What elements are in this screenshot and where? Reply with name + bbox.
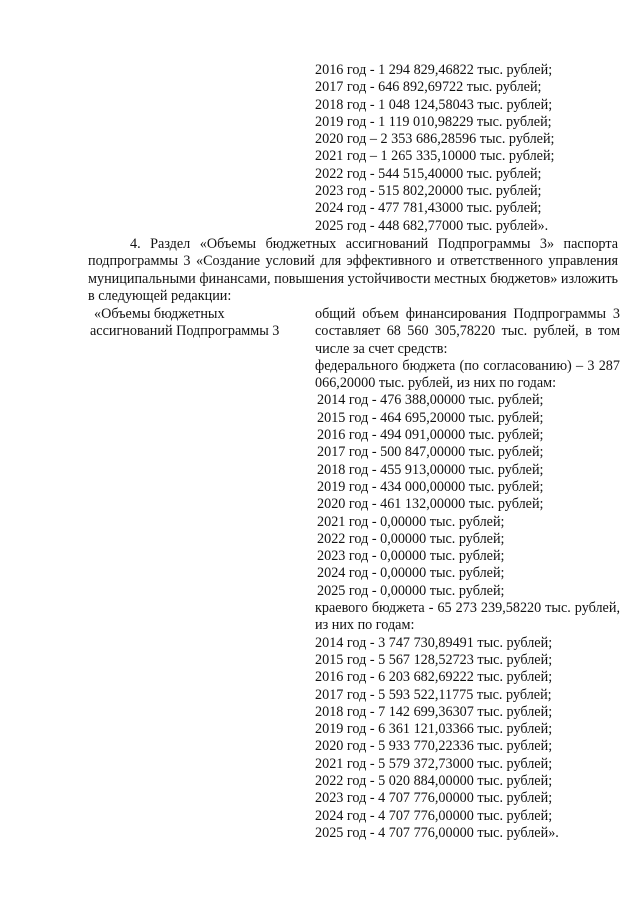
regional-year-line: 2017 год - 5 593 522,11775 тыс. рублей; [315, 686, 552, 703]
year-line: 2017 год - 646 892,69722 тыс. рублей; [315, 79, 542, 96]
federal-year-line: 2022 год - 0,00000 тыс. рублей; [317, 530, 505, 547]
federal-years-list [315, 392, 620, 600]
amendment-paragraph-text: 4. Раздел «Объемы бюджетных ассигнований Подпрограммы 3» паспорта подпрограммы 3 «Создание условий для эффективного и ответственного управления муниципальными финансами, повышения устойчивости местных бюджетов» изложить в следующей редакции: [88, 236, 618, 304]
total-funding-text: общий объем финансирования Подпрограммы 3 составляет 68 560 305,78220 тыс. рублей, в том числе за счет средств: [315, 306, 620, 357]
federal-year-line: 2019 год - 434 000,00000 тыс. рублей; [317, 478, 544, 495]
amendment-paragraph [88, 236, 618, 305]
table-right-cell [315, 306, 620, 842]
regional-year-line: 2018 год - 7 142 699,36307 тыс. рублей; [315, 703, 553, 720]
year-line: 2021 год – 1 265 335,10000 тыс. рублей; [315, 148, 555, 165]
federal-year-line: 2014 год - 476 388,00000 тыс. рублей; [317, 392, 544, 409]
regional-year-line: 2021 год - 5 579 372,73000 тыс. рублей; [315, 755, 553, 772]
federal-year-line: 2025 год - 0,00000 тыс. рублей; [317, 582, 505, 599]
year-line: 2018 год - 1 048 124,58043 тыс. рублей; [315, 96, 553, 113]
table-left-cell [88, 306, 303, 341]
federal-year-line: 2024 год - 0,00000 тыс. рублей; [317, 565, 505, 582]
regional-year-line: 2014 год - 3 747 730,89491 тыс. рублей; [315, 634, 553, 651]
regional-year-line: 2016 год - 6 203 682,69222 тыс. рублей; [315, 669, 553, 686]
regional-year-line: 2019 год - 6 361 121,03366 тыс. рублей; [315, 721, 553, 738]
year-line: 2023 год - 515 802,20000 тыс. рублей; [315, 183, 542, 200]
federal-budget-text: федерального бюджета (по согласованию) – 3 287 066,20000 тыс. рублей, из них по годам: [315, 357, 620, 392]
federal-year-line: 2023 год - 0,00000 тыс. рублей; [317, 548, 505, 565]
regional-year-line: 2025 год - 4 707 776,00000 тыс. рублей». [315, 824, 559, 841]
left-cell-line: ассигнований Подпрограммы 3 [90, 323, 280, 340]
left-cell-line: «Объемы бюджетных [94, 306, 225, 322]
federal-year-line: 2015 год - 464 695,20000 тыс. рублей; [317, 409, 544, 426]
year-line: 2016 год - 1 294 829,46822 тыс. рублей; [315, 62, 553, 78]
regional-budget-text: краевого бюджета - 65 273 239,58220 тыс. рублей, из них по годам: [315, 600, 620, 634]
federal-year-line: 2021 год - 0,00000 тыс. рублей; [317, 513, 505, 530]
federal-year-line: 2020 год - 461 132,00000 тыс. рублей; [317, 496, 544, 513]
regional-year-line: 2024 год - 4 707 776,00000 тыс. рублей; [315, 807, 553, 824]
regional-year-line: 2015 год - 5 567 128,52723 тыс. рублей; [315, 651, 553, 668]
federal-year-line: 2017 год - 500 847,00000 тыс. рублей; [317, 444, 544, 461]
regional-years-list [315, 635, 620, 843]
federal-year-line: 2016 год - 494 091,00000 тыс. рублей; [317, 427, 544, 444]
top-year-list [315, 62, 555, 235]
federal-year-line: 2018 год - 455 913,00000 тыс. рублей; [317, 461, 544, 478]
regional-year-line: 2023 год - 4 707 776,00000 тыс. рублей; [315, 790, 553, 807]
year-line: 2024 год - 477 781,43000 тыс. рублей; [315, 200, 542, 217]
year-line: 2022 год - 544 515,40000 тыс. рублей; [315, 165, 542, 182]
year-line: 2025 год - 448 682,77000 тыс. рублей». [315, 217, 549, 234]
year-line: 2020 год – 2 353 686,28596 тыс. рублей; [315, 131, 555, 148]
regional-year-line: 2020 год - 5 933 770,22336 тыс. рублей; [315, 738, 553, 755]
year-line: 2019 год - 1 119 010,98229 тыс. рублей; [315, 113, 552, 130]
regional-year-line: 2022 год - 5 020 884,00000 тыс. рублей; [315, 773, 553, 790]
